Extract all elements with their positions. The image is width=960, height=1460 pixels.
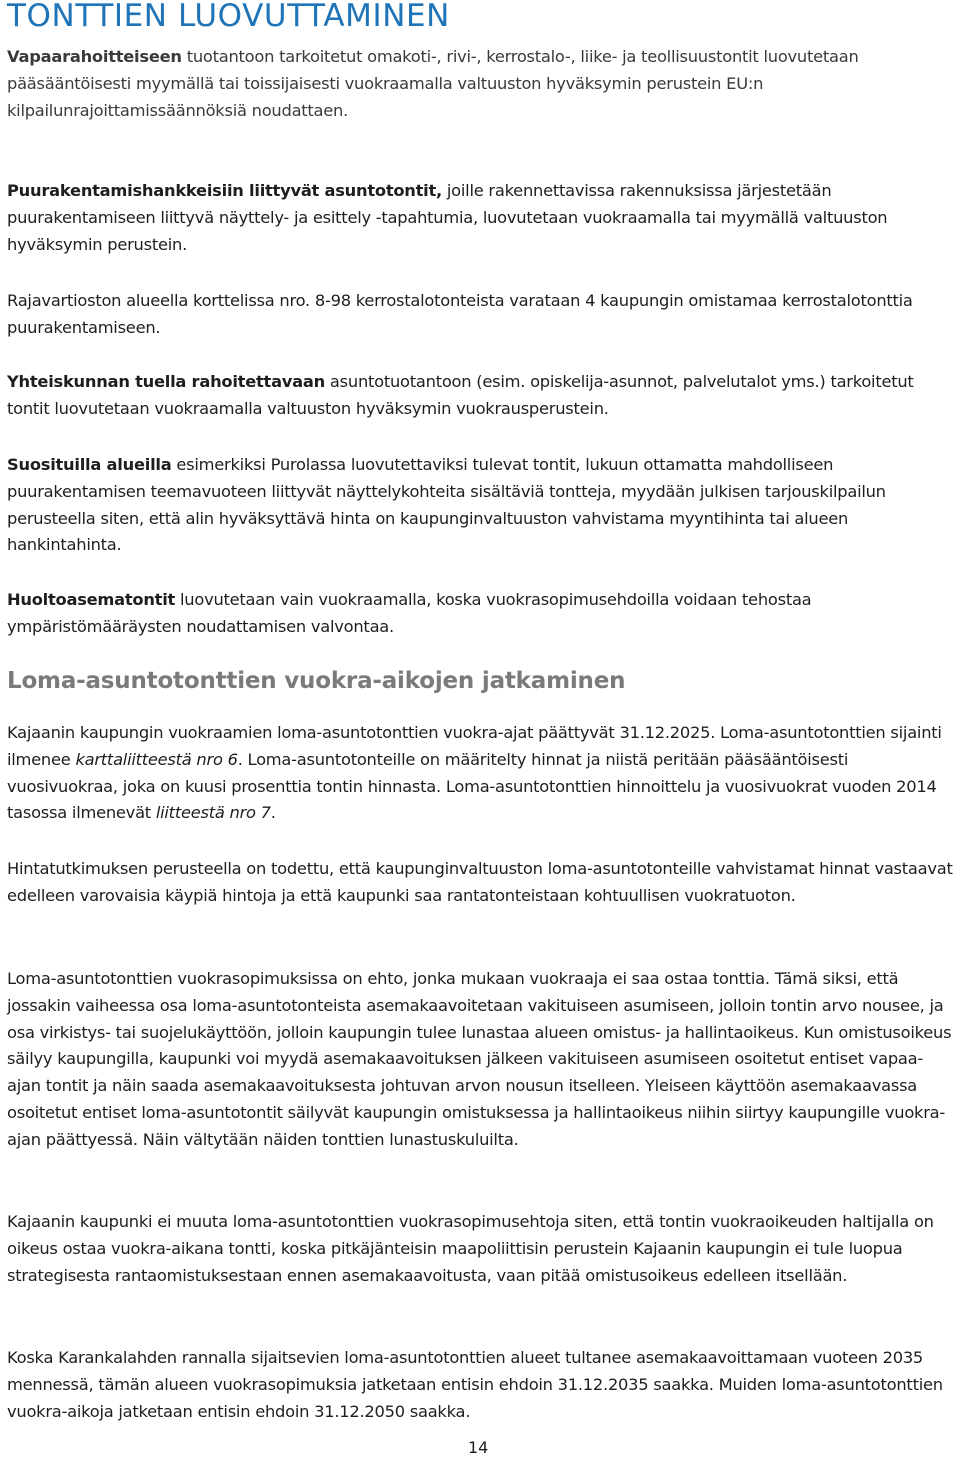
- paragraph-text: . Loma-asuntotonteille on määritelty hinnat ja niistä peritään pääsääntöisesti vuosivuokraa, joka on kuusi prosenttia tontin hinnasta. Loma-asuntotonttien hinnoittelu ja vuosivuokrat vuoden 2014 tasossa ilmenevät: [7, 749, 937, 823]
- paragraph-lead: Vapaarahoitteiseen: [7, 47, 182, 66]
- paragraph-text: asuntotuotantoon (esim. opiskelija-asunnot, palvelutalot yms.) tarkoitetut tontit luovutetaan vuokraamalla valtuuston hyväksymin vuokrausperustein.: [7, 372, 914, 418]
- paragraph-karankalahti: [7, 1345, 953, 1425]
- paragraph-huoltoasemat: [7, 587, 953, 641]
- paragraph-text: Kajaanin kaupungin vuokraamien loma-asuntotonttien vuokra-ajat päättyvät 31.12.2025. Loma-asuntotonttien sijainti ilmenee: [7, 723, 942, 769]
- appendix-reference: karttaliitteestä nro 6: [75, 749, 238, 769]
- paragraph-lead: Puurakentamishankkeisiin liittyvät asuntotontit,: [7, 181, 442, 200]
- paragraph-text: Rajavartioston alueella korttelissa nro. 8-98 kerrostalotonteista varataan 4 kaupungin omistamaa kerrostalotonttia puurakentamiseen.: [7, 291, 913, 337]
- paragraph-rajavartiosto: [7, 288, 953, 342]
- paragraph-text: tuotantoon tarkoitetut omakoti-, rivi-, kerrostalo-, liike- ja teollisuustontit luovutetaan pääsääntöisesti myymällä tai toissijaisesti vuokraamalla valtuuston hyväksymin perustein EU:n kilpailunrajoittamissäännöksiä noudattaen.: [7, 47, 859, 120]
- section-heading: Loma-asuntotonttien vuokra-aikojen jatkaminen: [7, 668, 626, 694]
- paragraph-text: Kajaanin kaupunki ei muuta loma-asuntotonttien vuokrasopimusehtoja siten, että tontin vuokraoikeuden haltijalla on oikeus ostaa vuokra-aikana tontti, koska pitkäjänteisin maapoliittisin perustein Kajaanin kaupungin ei tule luopua strategisesta rantaomistuksestaan ennen asemakaavoitusta, vaan pitää omistusoikeus edelleen itsellään.: [7, 1212, 934, 1285]
- paragraph-text: esimerkiksi Purolassa luovutettaviksi tulevat tontit, lukuun ottamatta mahdolliseen puurakentamisen teemavuoteen liittyvät näyttelykohteita sisältäviä tontteja, myydään julkisen tarjouskilpailun perusteella siten, että alin hyväksyttävä hinta on kaupunginvaltuuston vahvistama myyntihinta tai alueen hankintahinta.: [7, 455, 886, 555]
- paragraph-hintatutkimus: [7, 856, 953, 910]
- paragraph-text: Loma-asuntotonttien vuokrasopimuksissa on ehto, jonka mukaan vuokraaja ei saa ostaa tonttia. Tämä siksi, että jossakin vaiheessa osa loma-asuntotonteista asemakaavoitetaan vakituiseen asumiseen, jolloin tontin arvo nousee, ja osa virkistys- tai suojelukäyttöön, jolloin kaupungin tulee lunastaa alueen omistus- ja hallintaoikeus. Kun omistusoikeus säilyy kaupungilla, kaupunki voi myydä asemakaavoituksen jälkeen vakituiseen asumiseen osoitetut entiset vapaa-ajan tontit ja näin saada asemakaavoituksesta johtuvan arvon nousun itselleen. Yleiseen käyttöön asemakaavassa osoitetut entiset loma-asuntotontit säilyvät kaupungin omistuksessa ja hallintaoikeus niihin siirtyy kaupungille vuokra-ajan päättyessä. Näin vältytään näiden tonttien lunastuskuluilta.: [7, 969, 952, 1149]
- paragraph-puurakentaminen: [7, 178, 953, 258]
- paragraph-text: .: [270, 803, 276, 823]
- paragraph-vuokra-ajat: [7, 720, 953, 827]
- paragraph-osto-oikeus: [7, 1209, 953, 1289]
- paragraph-yhteiskunnan-tuki: [7, 369, 953, 423]
- appendix-reference: liitteestä nro 7: [155, 803, 271, 823]
- paragraph-text: luovutetaan vain vuokraamalla, koska vuokrasopimusehdoilla voidaan tehostaa ympäristömääräysten noudattamisen valvontaa.: [7, 590, 812, 636]
- paragraph-vapaarahoitteinen: [7, 44, 953, 124]
- paragraph-text: Hintatutkimuksen perusteella on todettu, että kaupunginvaltuuston loma-asuntotonteille vahvistamat hinnat vastaavat edelleen varovaisia käypiä hintoja ja että kaupunki saa rantatonteistaan kohtuullisen vuokratuoton.: [7, 859, 953, 905]
- paragraph-text: joille rakennettavissa rakennuksissa järjestetään puurakentamiseen liittyvä näyttely- ja esittely -tapahtumia, luovutetaan vuokraamalla tai myymällä valtuuston hyväksymin perustein.: [7, 181, 888, 254]
- page-number: 14: [468, 1438, 489, 1457]
- paragraph-lead: Yhteiskunnan tuella rahoitettavaan: [7, 372, 325, 391]
- paragraph-vuokrasopimusehto: [7, 966, 953, 1154]
- paragraph-lead: Suosituilla alueilla: [7, 455, 172, 474]
- page-title: TONTTIEN LUOVUTTAMINEN: [7, 0, 450, 34]
- paragraph-lead: Huoltoasematontit: [7, 590, 176, 609]
- paragraph-text: Koska Karankalahden rannalla sijaitsevien loma-asuntotonttien alueet tultanee asemakaavoittamaan vuoteen 2035 mennessä, tämän alueen vuokrasopimuksia jatketaan entisin ehdoin 31.12.2035 saakka. Muiden loma-asuntotonttien vuokra-aikoja jatketaan entisin ehdoin 31.12.2050 saakka.: [7, 1348, 943, 1421]
- paragraph-suositut-alueet: [7, 452, 953, 559]
